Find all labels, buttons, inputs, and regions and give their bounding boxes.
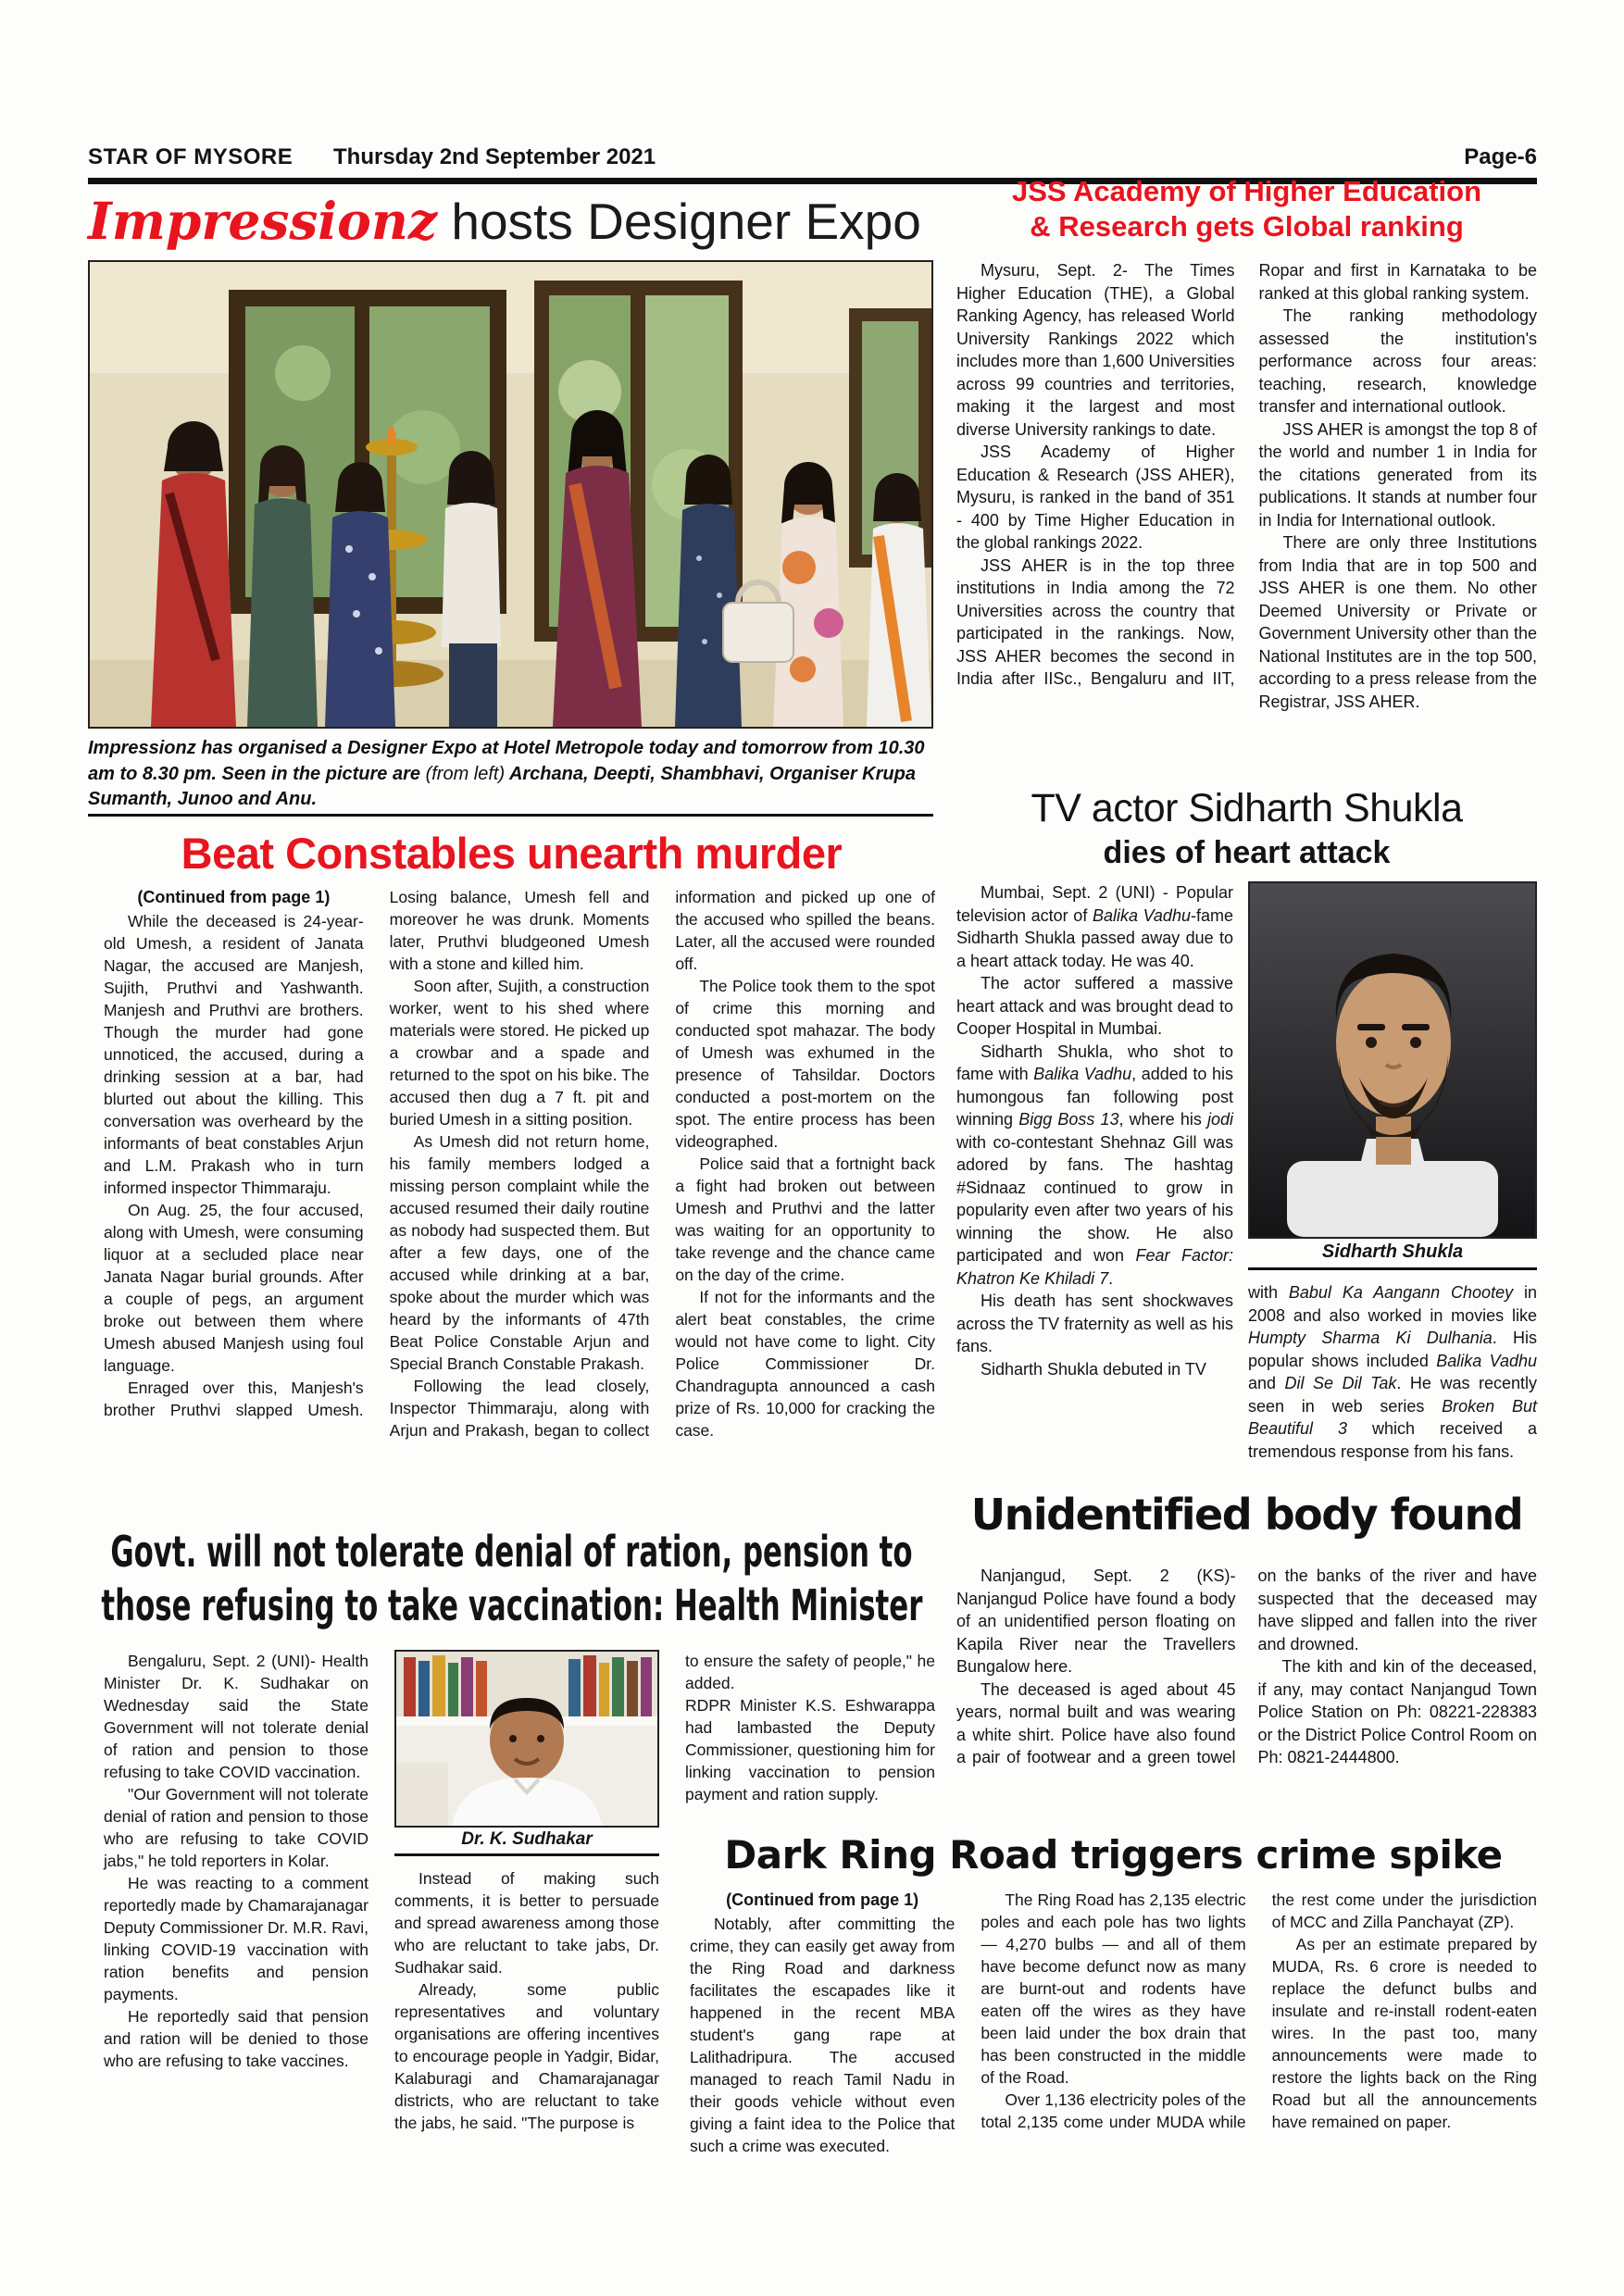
paragraph: JSS AHER is amongst the top 8 of the world and number 1 in India for the citations generated from its publications. It stands at number four in India for International outlook. — [1258, 419, 1537, 530]
paragraph: Over 1,136 electricity poles of the total 2,135 come under MUDA while the rest come under the jurisdiction of MCC and Zilla Panchayat (ZP). — [981, 1890, 1537, 2131]
header-date: Thursday 2nd September 2021 — [333, 144, 656, 169]
paragraph: Mumbai, Sept. 2 (UNI) - Popular television actor of Balika Vadhu-fame Sidharth Shukla passed away due to a heart attack today. He was 40. — [956, 883, 1233, 970]
paragraph: The Police took them to the spot of crime this morning and conducted spot mahazar. The body of Umesh was exhumed in the presence of Tahsildar. Doctors conducted a post-mortem on the spot. The entire process has been videographed. — [675, 977, 935, 1151]
paragraph: On Aug. 25, the four accused, along with Umesh, were consuming liquor at a secluded place near Janata Nagar burial grounds. After a couple of pegs, an argument broke out between them where Umesh abused Manjesh using foul language. — [104, 1201, 364, 1375]
paragraph: The ranking methodology assessed the institution's performance across four areas: teaching, research, knowledge transfer and international outlook. — [1258, 306, 1537, 416]
paragraph: The kith and kin of the deceased, if any, may contact Nanjangud Town Police Station on Ph: 08221-228383 or the District Police Control Room on Ph: 0821-2444800. — [1257, 1657, 1537, 1766]
section-divider-rule — [88, 814, 933, 817]
header-page-number: Page-6 — [1464, 144, 1537, 169]
sudhakar-portrait-illustration — [396, 1652, 657, 1826]
paragraph: His death has sent shockwaves across the TV fraternity as well as his fans. — [956, 1292, 1233, 1355]
paragraph: The deceased is aged about 45 years, normal built and was wearing a white shirt. Police have also found a pair of footwear and a green towel on the banks of the river and have suspected that the deceased may have slipped and fallen into the river and drowned. — [956, 1566, 1537, 1766]
expo-caption-part3: Archana, Deepti, Shambhavi, Organiser Krupa Sumanth, Junoo and Anu. — [88, 763, 916, 809]
paragraph: Instead of making such comments, it is better to persuade and spread awareness among those who are reluctant to take jabs, Dr. Sudhakar said. — [394, 1869, 659, 1977]
shukla-photo — [1248, 881, 1537, 1239]
impressionz-headline-red: Impressionz — [88, 191, 438, 251]
govt-headline-line1-text: Govt. will not tolerate denial of ration, pension to — [110, 1527, 913, 1577]
paragraph: Nanjangud, Sept. 2 (KS)- Nanjangud Police have found a body of an unidentified person floating on Kapila River near the Travellers Bungalow here. — [956, 1566, 1236, 1676]
paragraph: He was reacting to a comment reportedly made by Chamarajanagar Deputy Commissioner Dr. M.R. Ravi, linking COVID-19 vaccination with ration benefits and pension payments. — [104, 1874, 369, 2003]
jss-headline-line1: JSS Academy of Higher Education — [1011, 175, 1482, 207]
jss-paragraphs — [956, 259, 1537, 713]
shukla-article-body — [956, 881, 1537, 1463]
paragraph: RDPR Minister K.S. Eshwarappa had lambasted the Deputy Commissioner, questioning him for linking vaccination to pension payment and ration supply. — [685, 1696, 935, 1803]
paragraph: Following the lead closely, Inspector Thimmaraju, along with Arjun and Prakash, began to collect information and picked up one of the accused who spilled the beans. Later, all the accused were rounded off. — [389, 888, 935, 1440]
paragraph: Already, some public representatives and voluntary organisations are offering incentives to encourage people in Yadgir, Bidar, Kalaburagi and Chamarajanagar districts, who are reluctant to take the jabs, he said. "The purpose is — [394, 1980, 659, 2132]
masthead: STAR OF MYSORE — [88, 144, 294, 169]
paragraph: The actor suffered a massive heart attack and was brought dead to Cooper Hospital in Mumbai. — [956, 974, 1233, 1038]
shukla-column1 — [956, 881, 1233, 1463]
govt-headline-line1 — [88, 1526, 935, 1579]
jss-body — [956, 259, 1537, 798]
ring-road-headline: Dark Ring Road triggers crime spike — [724, 1832, 1503, 1878]
paragraph: There are only three Institutions from India that are in top 500 and JSS AHER is one them. No other Deemed University or Private or Government University other than the National Institutes are in the top 500, according to a press release from the Registrar, JSS AHER. — [1258, 533, 1537, 711]
body-found-headline: Unidentified body found — [970, 1490, 1523, 1540]
ring-road-body — [690, 1889, 1537, 2168]
shukla-column2 — [1248, 1281, 1537, 1463]
shukla-photo-caption: Sidharth Shukla — [1248, 1239, 1537, 1270]
shukla-right-column — [1248, 881, 1537, 1463]
paragraph: JSS AHER is in the top three institutions in India among the 72 Universities across the country that participated in the rankings. Now, JSS AHER becomes the second in India after IISc., Bengaluru and IIT, Ropar and first in Karnataka to be ranked at this global ranking system. — [956, 261, 1537, 688]
govt-column2-text — [394, 1867, 659, 2134]
jss-headline — [956, 174, 1537, 244]
paragraph: with Babul Ka Aangann Chootey in 2008 and also worked in movies like Humpty Sharma Ki Dulhania. His popular shows included Balika Vadhu and Dil Se Dil Tak. He was recently seen in web series Broken But Beautiful 3 which received a tremendous response from his fans. — [1248, 1283, 1538, 1461]
expo-caption-part1: Impressionz has organised a Designer Expo at Hotel Metropole today and tomorrow from 10.30 am to 8.30 pm. Seen in the picture are — [88, 738, 925, 784]
govt-headline-line2 — [88, 1579, 935, 1633]
impressionz-headline — [88, 193, 935, 250]
murder-body — [104, 886, 935, 1529]
shukla-col2-paragraphs — [1248, 1281, 1537, 1463]
shukla-portrait-illustration — [1250, 883, 1535, 1237]
expo-photo-illustration — [90, 262, 931, 727]
jss-headline-line2: & Research gets Global ranking — [1030, 210, 1464, 243]
govt-col2-paragraphs — [394, 1867, 659, 2134]
paragraph: JSS Academy of Higher Education & Research (JSS AHER), Mysuru, is ranked in the band of 351 - 400 by Time Higher Education in the global rankings 2022. — [956, 443, 1235, 552]
murder-headline: Beat Constables unearth murder — [181, 829, 843, 878]
paragraph: If not for the informants and the alert beat constables, the crime would not have come to light. City Police Commissioner Dr. Chandragupta announced a cash prize of Rs. 10,000 for cracking the case. — [675, 1288, 935, 1440]
paragraph: He reportedly said that pension and ration will be denied to those who are refusing to take vaccines. — [104, 2007, 369, 2070]
paragraph: As Umesh did not return home, his family members lodged a missing person complaint while the accused resumed their daily routine as nobody had suspected them. But after a few days, one of the accused while drinking at a bar, spoke about the murder which was heard by the informants of 47th Beat Police Constable Arjun and Special Branch Constable Prakash. — [389, 1132, 650, 1373]
govt-col3-paragraphs — [685, 1650, 935, 1805]
shukla-headline-line1: TV actor Sidharth Shukla — [1031, 786, 1463, 830]
govt-column1 — [104, 1650, 369, 2134]
paragraph: Sidharth Shukla, who shot to fame with Balika Vadhu, added to his humongous fan following post winning Bigg Boss 13, where his jodi with co-contestant Shehnaz Gill was adored by fans. The hashtag #Sidnaaz continued to grow in popularity even after two years of his winning the show. He also participated and won Fear Factor: Khatron Ke Khiladi 7. — [956, 1042, 1233, 1288]
ring-road-paragraphs — [690, 1889, 1537, 2157]
paragraph: Police said that a fortnight back a fight had broken out between Umesh and Pruthvi and the latter was waiting for an opportunity to take revenge and the chance came on the day of the crime. — [675, 1154, 935, 1284]
continued-note: (Continued from page 1) — [137, 888, 331, 906]
govt-headline-line2-text: those refusing to take vaccination: Health Minister — [101, 1580, 922, 1630]
paragraph: Sidharth Shukla debuted in TV — [981, 1359, 1206, 1379]
paragraph: Bengaluru, Sept. 2 (UNI)- Health Minister Dr. K. Sudhakar on Wednesday said the State Government will not tolerate denial of ration and pension to those refusing to take COVID vaccination. — [104, 1652, 369, 1781]
expo-caption — [88, 736, 933, 813]
paragraph: The Ring Road has 2,135 electric poles and each pole has two lights — 4,270 bulbs — and all of them have become defunct now as many are burnt-out and rodents have eaten off the wires as they have been laid under the box drain that has been constructed in the middle of the Road. — [981, 1890, 1246, 2087]
expo-caption-from-left: (from left) — [425, 763, 506, 784]
sudhakar-photo-caption: Dr. K. Sudhakar — [394, 1828, 659, 1856]
shukla-col1-paragraphs — [956, 881, 1233, 1380]
paragraph: Enraged over this, Manjesh's brother Pruthvi slapped Umesh. Losing balance, Umesh fell and moreover he was drunk. Moments later, Pruthvi bludgeoned Umesh with a stone and killed him. — [104, 888, 650, 1419]
paragraph: Notably, after committing the crime, they can easily get away from the Ring Road and darkness facilitates the escapades like it happened in the recent MBA student's gang rape at Lalithadripura. The accused managed to reach Tamil Nadu in their goods vehicle without even giving a faint idea to the Police that such a crime was executed. — [690, 1915, 956, 2155]
impressionz-headline-rest: hosts Designer Expo — [437, 193, 921, 250]
govt-middle-column — [394, 1650, 659, 2134]
paragraph: "Our Government will not tolerate denial of ration and pension to those who are refusing to take COVID jabs," he told reporters in Kolar. — [104, 1785, 369, 1870]
expo-photo — [88, 260, 933, 729]
paragraph: to ensure the safety of people," he added. — [685, 1652, 935, 1692]
murder-paragraphs — [104, 886, 935, 1441]
shukla-headline-line2: dies of heart attack — [1103, 835, 1391, 870]
sudhakar-photo — [394, 1650, 659, 1828]
paragraph: Soon after, Sujith, a construction worker, went to his shed where materials were stored. He picked up a crowbar and a spade and returned to the spot on his bike. The accused then dug a 7 ft. pit and buried Umesh in a sitting position. — [389, 977, 650, 1129]
paragraph: As per an estimate prepared by MUDA, Rs. 6 crore is needed to replace the defunct bulbs and insulate and re-install rodent-eaten wires. In the past too, many announcements were made to restore the lights back on the Ring Road but all the announcements have remained on paper. — [1271, 1935, 1537, 2131]
continued-note: (Continued from page 1) — [726, 1890, 919, 1909]
body-found-paragraphs — [956, 1565, 1537, 1769]
paragraph: Mysuru, Sept. 2- The Times Higher Education (THE), a Global Ranking Agency, has released World University Rankings 2022 which includes more than 1,600 Universities across 99 countries and territories, making it the largest and most diverse University rankings to date. — [956, 261, 1235, 439]
body-found-body — [956, 1565, 1537, 1822]
paragraph: While the deceased is 24-year-old Umesh, a resident of Janata Nagar, the accused are Manjesh, Sujith, Pruthvi and Yashwanth. Manjesh and Pruthvi are brothers. Though the murder had gone unnoticed, the accused, during a drinking session at a bar, had blurted out about the killing. This conversation was overheard by the informants of beat constables Arjun and L.M. Prakash who in turn informed inspector Thimmaraju. — [104, 912, 364, 1197]
govt-col1-paragraphs — [104, 1650, 369, 2072]
